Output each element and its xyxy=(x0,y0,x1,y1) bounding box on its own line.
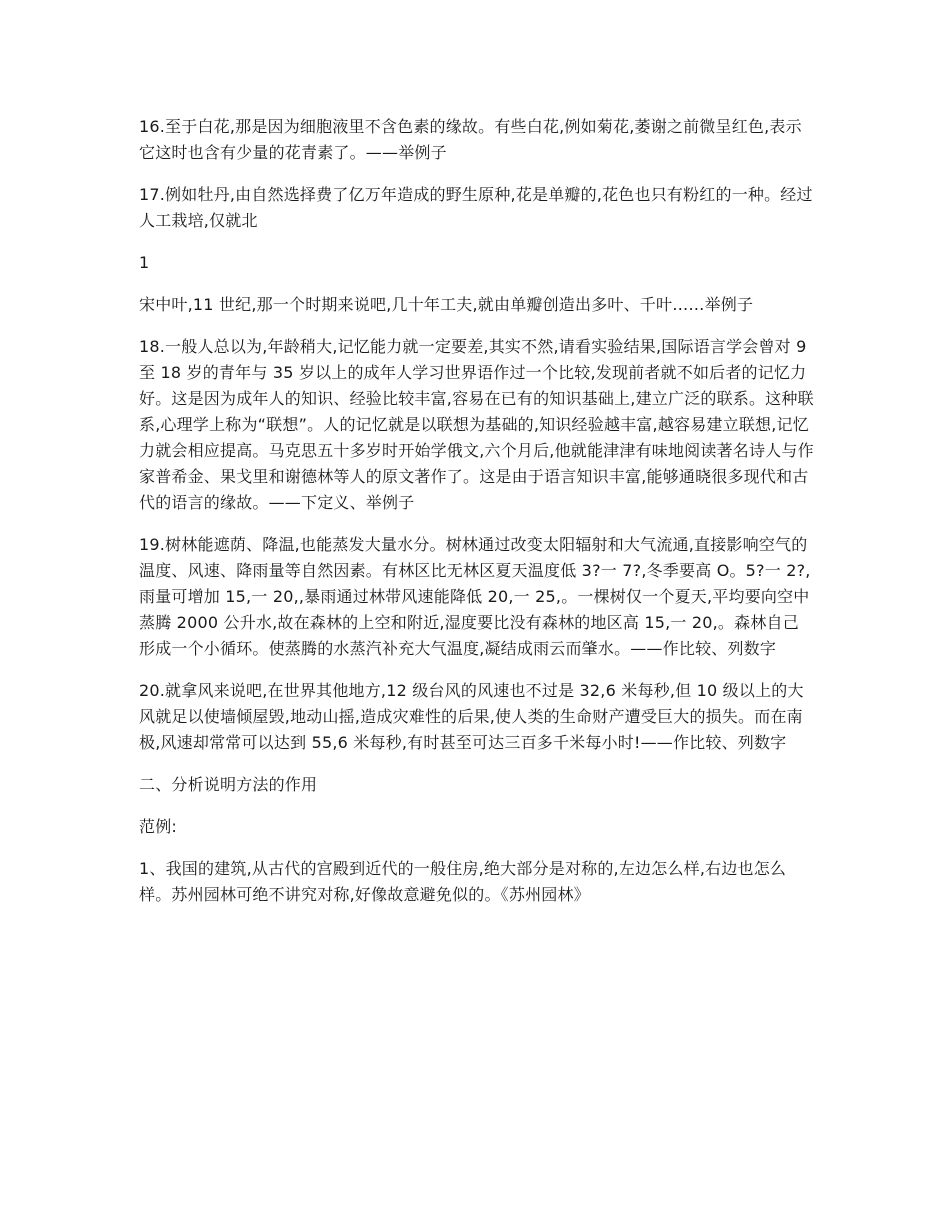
paragraph-19: 19.树林能遮荫、降温,也能蒸发大量水分。树林通过改变太阳辐射和大气流通,直接影响空气的温度、风速、降雨量等自然因素。有林区比无林区夏天温度低 3?一 7?,冬季要高 O。5?一 2?,雨量可增加 15,一 20,,暴雨通过林带风速能降低 20,一 25,。一棵树仅一个夏天,平均要向空中蒸腾 2000 公升水,故在森林的上空和附近,湿度要比没有森林的地区高 15,一 20,。森林自己形成一个小循环。使蒸腾的水蒸汽补充大气温度,凝结成雨云而肇水。——作比较、列数字 xyxy=(139,535,811,658)
section-heading: 二、分析说明方法的作用 xyxy=(139,775,318,794)
paragraph-18: 18.一般人总以为,年龄稍大,记忆能力就一定要差,其实不然,请看实验结果,国际语言学会曾对 9 至 18 岁的青年与 35 岁以上的成年人学习世界语作过一个比较,发现前者就不如后者的记忆力好。这是因为成年人的知识、经验比较丰富,容易在已有的知识基础上,建立广泛的联系。这种联系,心理学上称为“联想”。人的记忆就是以联想为基础的,知识经验越丰富,越容易建立联想,记忆力就会相应提高。马克思五十多岁时开始学俄文,六个月后,他就能津津有味地阅读著名诗人与作家普希金、果戈里和谢德林等人的原文著作了。这是由于语言知识丰富,能够通晓很多现代和古代的语言的缘故。——下定义、举例子 xyxy=(139,337,814,512)
example-1: 1、我国的建筑,从古代的宫殿到近代的一般住房,绝大部分是对称的,左边怎么样,右边也怎么样。苏州园林可绝不讲究对称,好像故意避免似的。《苏州园林》 xyxy=(139,859,787,904)
paragraph-17-continued: 宋中叶,11 世纪,那一个时期来说吧,几十年工夫,就由单瓣创造出多叶、千叶……举例子 xyxy=(139,295,754,314)
document-body xyxy=(139,114,814,924)
paragraph-20: 20.就拿风来说吧,在世界其他地方,12 级台风的风速也不过是 32,6 米每秒,但 10 级以上的大风就足以使墙倾屋毁,地动山摇,造成灾难性的后果,使人类的生命财产遭受巨大的损失。而在南极,风速却常常可以达到 55,6 米每秒,有时甚至可达三百多千米每小时!——作比较、列数字 xyxy=(139,681,804,752)
paragraph-17: 17.例如牡丹,由自然选择费了亿万年造成的野生原种,花是单瓣的,花色也只有粉红的一种。经过人工栽培,仅就北 xyxy=(139,185,813,230)
paragraph-16: 16.至于白花,那是因为细胞液里不含色素的缘故。有些白花,例如菊花,萎谢之前微呈红色,表示它这时也含有少量的花青素了。——举例子 xyxy=(139,117,802,162)
page-number: 1 xyxy=(139,253,150,272)
example-label: 范例: xyxy=(139,817,177,836)
